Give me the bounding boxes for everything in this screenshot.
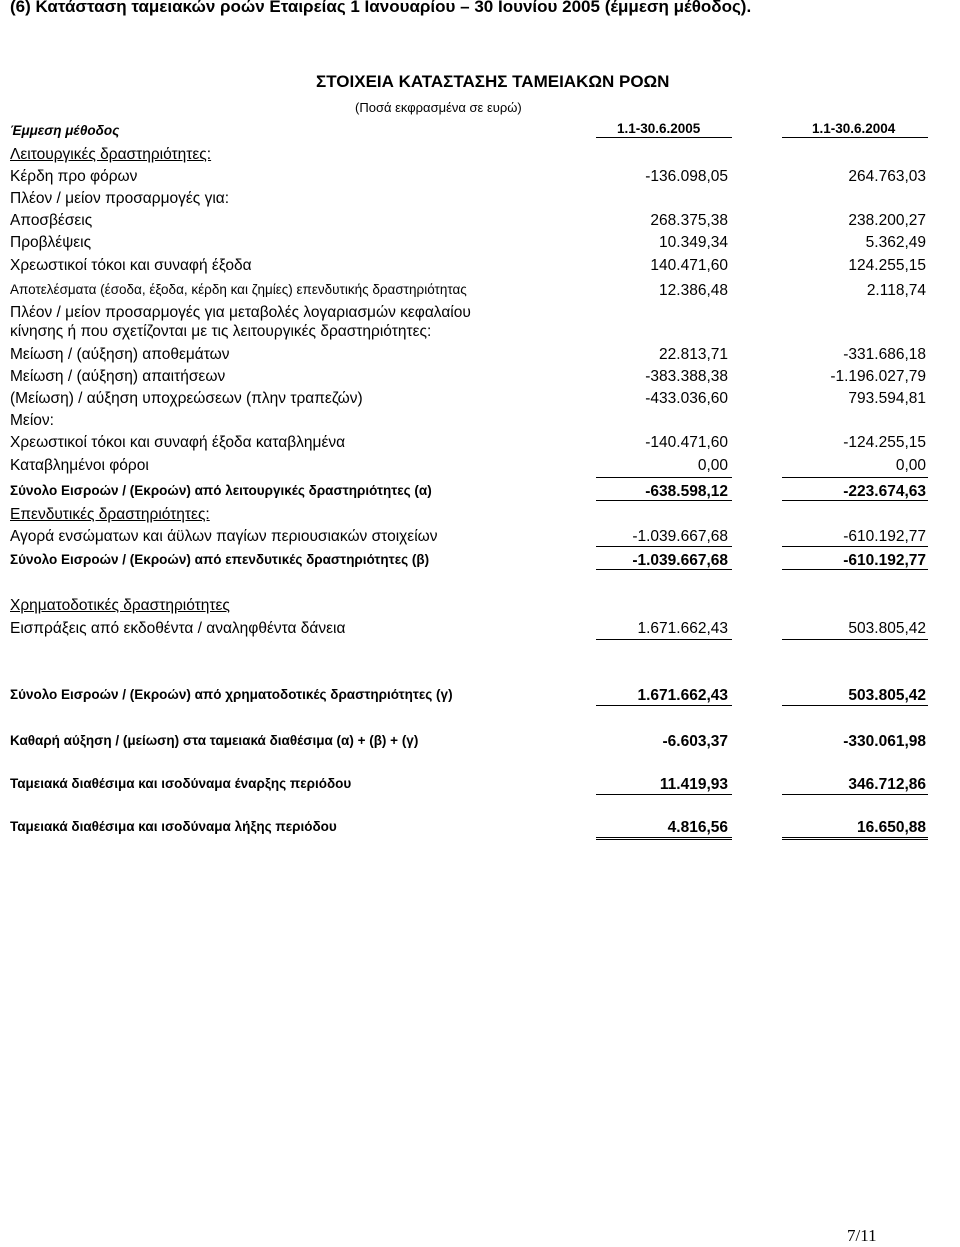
value-2005: 268.375,38 xyxy=(650,212,728,229)
value-2004: 238.200,27 xyxy=(848,212,926,229)
row-label: Καθαρή αύξηση / (μείωση) στα ταμειακά διαθέσιμα (α) + (β) + (γ) xyxy=(10,733,419,748)
value-2005: 0,00 xyxy=(697,457,728,474)
final-rule-2004 xyxy=(782,837,928,840)
value-2005: -383.388,38 xyxy=(645,368,728,385)
value-2004: 503.805,42 xyxy=(848,687,926,704)
subtotal-rule-2005 xyxy=(596,546,732,547)
value-2004: 0,00 xyxy=(895,457,926,474)
value-2005: -638.598,12 xyxy=(645,483,728,500)
total-rule-2004 xyxy=(782,705,928,706)
section-heading-operating: Λειτουργικές δραστηριότητες: xyxy=(10,146,212,163)
value-2004: -610.192,77 xyxy=(843,528,926,545)
table-row xyxy=(0,368,960,390)
row-label: Χρεωστικοί τόκοι και συναφή έξοδα καταβλημένα xyxy=(10,434,346,451)
row-label: Πλέον / μείον προσαρμογές για: xyxy=(10,190,230,207)
subtotal-rule-2005 xyxy=(596,639,732,640)
value-2004: -223.674,63 xyxy=(843,483,926,500)
value-2004: 2.118,74 xyxy=(866,282,926,299)
value-2005: 11.419,93 xyxy=(659,776,728,793)
value-2004: 503.805,42 xyxy=(848,620,926,637)
table-row xyxy=(0,168,960,190)
table-row xyxy=(0,390,960,412)
value-2005: -1.039.667,68 xyxy=(632,552,728,569)
value-2004: 5.362,49 xyxy=(865,234,926,251)
value-2004: -1.196.027,79 xyxy=(830,368,926,385)
table-row xyxy=(0,506,960,528)
row-label: Αποσβέσεις xyxy=(10,212,93,229)
row-label: Κέρδη προ φόρων xyxy=(10,168,138,185)
value-2004: -610.192,77 xyxy=(843,552,926,569)
value-2005: 4.816,56 xyxy=(667,819,728,836)
table-row xyxy=(0,457,960,479)
section-heading-investing: Επενδυτικές δραστηριότητες: xyxy=(10,506,210,523)
row-label: Μείον: xyxy=(10,412,54,429)
value-2005: -6.603,37 xyxy=(662,733,728,750)
value-2004: -330.061,98 xyxy=(843,733,926,750)
value-2004: 346.712,86 xyxy=(848,776,926,793)
value-2005: -136.098,05 xyxy=(645,168,728,185)
row-label: Σύνολο Εισροών / (Εκροών) από λειτουργικές δραστηριότητες (α) xyxy=(10,483,432,498)
table-row xyxy=(0,597,960,619)
method-label: Έμμεση μέθοδος xyxy=(10,123,120,138)
row-label: (Μείωση) / αύξηση υποχρεώσεων (πλην τραπεζών) xyxy=(10,390,363,407)
subtotal-rule-2004 xyxy=(782,546,928,547)
value-2005: 1.671.662,43 xyxy=(637,620,728,637)
row-label: Ταμειακά διαθέσιμα και ισοδύναμα έναρξης περιόδου xyxy=(10,776,352,791)
row-label: Σύνολο Εισροών / (Εκροών) από επενδυτικές δραστηριότητες (β) xyxy=(10,552,430,567)
header-underline-2004 xyxy=(782,137,928,138)
table-row xyxy=(0,434,960,456)
subtotal-rule-2005 xyxy=(596,477,732,478)
table-row xyxy=(0,212,960,234)
table-row xyxy=(0,346,960,368)
subtotal-rule-2004 xyxy=(782,477,928,478)
value-2005: 22.813,71 xyxy=(659,346,728,363)
total-rule-2004 xyxy=(782,500,928,501)
value-2005: 1.671.662,43 xyxy=(637,687,728,704)
subtotal-rule-2004 xyxy=(782,639,928,640)
row-label: Πλέον / μείον προσαρμογές για μεταβολές λογαριασμών κεφαλαίου xyxy=(10,304,471,321)
table-row xyxy=(0,282,960,304)
row-label: Καταβλημένοι φόροι xyxy=(10,457,149,474)
row-label: Προβλέψεις xyxy=(10,234,92,251)
subtotal-rule-2004 xyxy=(782,794,928,795)
table-row xyxy=(0,323,960,345)
row-label: Μείωση / (αύξηση) αποθεμάτων xyxy=(10,346,230,363)
total-rule-2005 xyxy=(596,569,732,570)
document-title: (6) Κατάσταση ταμειακών ροών Εταιρείας 1 Ιανουαρίου – 30 Ιουνίου 2005 (έμμεση μέθοδος). xyxy=(10,0,752,16)
value-2005: -1.039.667,68 xyxy=(632,528,728,545)
column-header-2004: 1.1-30.6.2004 xyxy=(812,121,896,136)
page-number: 7/11 xyxy=(847,1226,877,1245)
total-rule-2004 xyxy=(782,569,928,570)
value-2005: -140.471,60 xyxy=(645,434,728,451)
row-label: κίνησης ή που σχετίζονται με τις λειτουργικές δραστηριότητες: xyxy=(10,323,432,340)
row-label: Σύνολο Εισροών / (Εκροών) από χρηματοδοτικές δραστηριότητες (γ) xyxy=(10,687,453,702)
table-row xyxy=(0,257,960,279)
total-row xyxy=(0,733,960,755)
value-2005: 140.471,60 xyxy=(650,257,728,274)
value-2004: 264.763,03 xyxy=(848,168,926,185)
value-2004: 793.594,81 xyxy=(848,390,926,407)
table-row xyxy=(0,234,960,256)
table-row xyxy=(0,146,960,168)
value-2005: -433.036,60 xyxy=(645,390,728,407)
section-heading-financing: Χρηματοδοτικές δραστηριότητες xyxy=(10,597,230,614)
value-2005: 12.386,48 xyxy=(659,282,728,299)
value-2004: -331.686,18 xyxy=(843,346,926,363)
row-label: Μείωση / (αύξηση) απαιτήσεων xyxy=(10,368,226,385)
header-underline-2005 xyxy=(596,137,732,138)
value-2004: -124.255,15 xyxy=(843,434,926,451)
value-2004: 124.255,15 xyxy=(848,257,926,274)
statement-title: ΣΤΟΙΧΕΙΑ ΚΑΤΑΣΤΑΣΗΣ ΤΑΜΕΙΑΚΩΝ ΡΟΩΝ xyxy=(316,72,670,91)
value-2005: 10.349,34 xyxy=(659,234,728,251)
table-row xyxy=(0,412,960,434)
row-label: Εισπράξεις από εκδοθέντα / αναληφθέντα δάνεια xyxy=(10,620,346,637)
row-label: Χρεωστικοί τόκοι και συναφή έξοδα xyxy=(10,257,252,274)
total-rule-2005 xyxy=(596,500,732,501)
total-row xyxy=(0,483,960,505)
column-header-2005: 1.1-30.6.2005 xyxy=(617,121,701,136)
final-rule-2005 xyxy=(596,837,732,840)
subtotal-rule-2005 xyxy=(596,794,732,795)
row-label: Αγορά ενσώματων και άϋλων παγίων περιουσιακών στοιχείων xyxy=(10,528,438,545)
currency-note: (Ποσά εκφρασμένα σε ευρώ) xyxy=(355,100,522,115)
total-row xyxy=(0,552,960,574)
value-2004: 16.650,88 xyxy=(857,819,926,836)
row-label: Αποτελέσματα (έσοδα, έξοδα, κέρδη και ζημίες) επενδυτικής δραστηριότητας xyxy=(10,282,467,297)
table-row xyxy=(0,190,960,212)
row-label: Ταμειακά διαθέσιμα και ισοδύναμα λήξης περιόδου xyxy=(10,819,337,834)
total-rule-2005 xyxy=(596,705,732,706)
